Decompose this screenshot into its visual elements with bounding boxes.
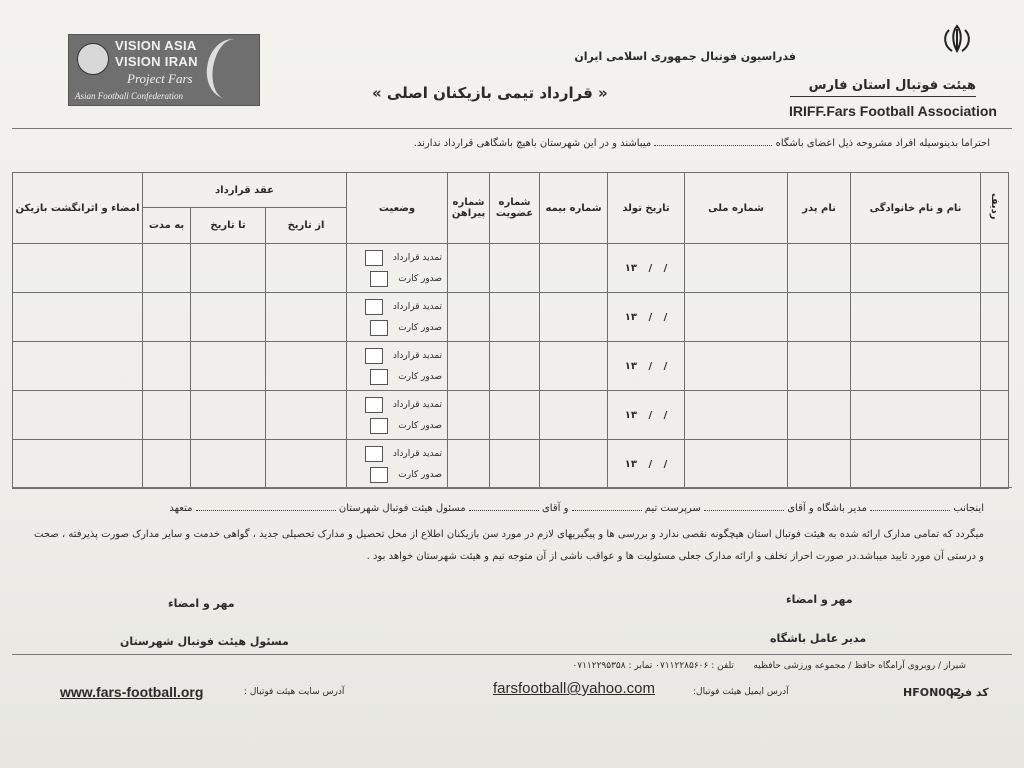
english-name: IRIFF.Fars Football Association (789, 103, 997, 119)
col-name: نام و نام خانوادگی (851, 173, 981, 244)
divider (12, 128, 1012, 129)
table-cell[interactable] (540, 391, 608, 440)
table-cell[interactable] (13, 440, 143, 489)
commitment-line (34, 500, 984, 518)
commitment-paragraph: میگردد که تمامی مدارک ارائه شده به هیئت فوتبال استان هیچگونه نقصی ندارد و بررسی ها و پیگیریهای لازم در مورد سن بازیکنان اطلاع از محل تحصیل و مدارک تحصیلی جدید ، گواهی خدمت و سایر مدارک صورت پذیرفته ، صحت و درستی آن مورد تایید میباشد.در صورت احراز تخلف و ارائه مدارک جعلی مسئولیت ها و عواقب ناشی از آن متوجه تیم و هیئت شهرستان خواهد بود . (34, 529, 984, 562)
table-cell[interactable] (191, 244, 266, 293)
name-field[interactable] (572, 510, 642, 511)
status-checkbox[interactable] (370, 467, 388, 483)
table-cell[interactable] (540, 342, 608, 391)
status-option (347, 345, 447, 366)
status-checkbox[interactable] (370, 271, 388, 287)
status-option (347, 443, 447, 464)
table-cell[interactable] (981, 391, 1009, 440)
divider (12, 654, 1012, 655)
status-option (347, 247, 447, 268)
form-code-label: کد فرم (950, 686, 989, 699)
table-cell[interactable] (981, 244, 1009, 293)
col-row: ردیف (981, 173, 1009, 244)
status-option (347, 415, 447, 436)
site-label: آدرس سایت هیئت فوتبال : (244, 687, 345, 697)
col-shirt: شماره پیراهن (448, 173, 490, 244)
status-option-label: تمدید قرارداد (392, 350, 443, 361)
logo-line-3: Project Fars (127, 71, 193, 86)
col-membership: شماره عضویت (490, 173, 540, 244)
role-label: مسئول هیئت فوتبال شهرستان (120, 635, 289, 648)
address: شیراز / روبروی آرامگاه حافظ / مجموعه ورزشی حافظیه (753, 661, 966, 671)
table-cell[interactable] (851, 391, 981, 440)
name-field[interactable] (469, 510, 539, 511)
status-option-label: صدور کارت (398, 273, 443, 284)
divider (12, 487, 1012, 488)
table-cell[interactable] (490, 244, 540, 293)
col-birth: تاریخ تولد (608, 173, 685, 244)
seal-label: مهر و امضاء (168, 597, 235, 610)
status-cell (347, 440, 448, 489)
status-option (347, 268, 447, 289)
name-field[interactable] (196, 510, 336, 511)
divider (790, 96, 976, 97)
status-option-label: تمدید قرارداد (392, 252, 443, 263)
table-cell[interactable] (685, 293, 788, 342)
status-option (347, 394, 447, 415)
table-cell[interactable] (788, 293, 851, 342)
table-cell[interactable] (448, 342, 490, 391)
table-cell[interactable] (851, 244, 981, 293)
status-option (347, 464, 447, 485)
table-cell[interactable] (490, 293, 540, 342)
status-option-label: صدور کارت (398, 420, 443, 431)
status-checkbox[interactable] (370, 369, 388, 385)
status-cell (347, 342, 448, 391)
table-cell[interactable] (685, 342, 788, 391)
website-link[interactable]: www.fars-football.org (60, 684, 204, 700)
form-code: HFON002 (903, 686, 962, 699)
text: مدیر باشگاه و آقای (787, 503, 867, 514)
page-title: « قرارداد تیمی بازیکنان اصلی » (372, 84, 608, 102)
table-cell[interactable] (981, 293, 1009, 342)
table-row (13, 440, 1009, 489)
status-checkbox[interactable] (365, 446, 383, 462)
email-link[interactable]: farsfootball@yahoo.com (493, 680, 655, 697)
table-cell[interactable] (540, 293, 608, 342)
table-cell[interactable] (788, 391, 851, 440)
players-table (12, 172, 1009, 489)
logo-line-2: VISION IRAN (115, 54, 198, 69)
table-cell[interactable] (788, 440, 851, 489)
intro-part-2: میباشند و در این شهرستان باهیچ باشگاهی قرارداد ندارند. (413, 138, 652, 149)
table-cell[interactable] (540, 244, 608, 293)
col-national-id: شماره ملی (685, 173, 788, 244)
seal-label: مهر و امضاء (786, 593, 853, 606)
intro-part-1: احتراما بدینوسیله افراد مشروحه ذیل اعضای باشگاه (775, 138, 990, 149)
table-cell[interactable] (191, 293, 266, 342)
table-cell[interactable] (448, 440, 490, 489)
status-option-label: صدور کارت (398, 371, 443, 382)
table-row (13, 342, 1009, 391)
status-checkbox[interactable] (365, 299, 383, 315)
email-label: آدرس ایمیل هیئت فوتبال: (693, 687, 789, 697)
table-cell[interactable] (788, 244, 851, 293)
table-cell[interactable] (448, 293, 490, 342)
table-cell[interactable] (191, 391, 266, 440)
table-cell[interactable] (143, 440, 191, 489)
birth-date-cell[interactable]: / / ۱۳ (608, 391, 685, 440)
table-cell[interactable] (13, 244, 143, 293)
table-cell[interactable] (490, 440, 540, 489)
status-checkbox[interactable] (365, 348, 383, 364)
swoosh-icon (202, 35, 258, 102)
col-status: وضعیت (347, 173, 448, 244)
text: و آقای (541, 503, 569, 514)
table-cell[interactable] (981, 342, 1009, 391)
role-label: مدیر عامل باشگاه (770, 632, 867, 645)
table-cell[interactable] (13, 293, 143, 342)
status-option-label: تمدید قرارداد (392, 301, 443, 312)
text: اینجانب (953, 503, 984, 514)
table-cell[interactable] (490, 391, 540, 440)
logo-line-1: VISION ASIA (115, 38, 197, 53)
table-cell[interactable] (266, 293, 347, 342)
name-field[interactable] (704, 510, 784, 511)
col-to: تا تاریخ (191, 208, 266, 244)
table-cell[interactable] (788, 342, 851, 391)
table-cell[interactable] (851, 293, 981, 342)
table-cell[interactable] (13, 391, 143, 440)
table-cell[interactable] (143, 342, 191, 391)
birth-date-cell[interactable]: / / ۱۳ (608, 440, 685, 489)
table-cell[interactable] (981, 440, 1009, 489)
table-cell[interactable] (448, 391, 490, 440)
col-insurance: شماره بیمه (540, 173, 608, 244)
status-checkbox[interactable] (370, 418, 388, 434)
table-row (13, 244, 1009, 293)
football-icon (77, 43, 109, 75)
status-option (347, 317, 447, 338)
table-row (13, 293, 1009, 342)
table-cell[interactable] (851, 440, 981, 489)
table-cell[interactable] (143, 244, 191, 293)
table-cell[interactable] (685, 244, 788, 293)
text: مسئول هیئت فوتبال شهرستان (338, 503, 466, 514)
status-option (347, 366, 447, 387)
status-checkbox[interactable] (365, 250, 383, 266)
table-cell[interactable] (851, 342, 981, 391)
table-cell[interactable] (191, 440, 266, 489)
table-cell[interactable] (266, 391, 347, 440)
table-cell[interactable] (143, 293, 191, 342)
logo-line-4: Asian Football Confederation (75, 91, 183, 101)
vision-asia-logo (68, 34, 260, 106)
table-row (13, 391, 1009, 440)
status-option-label: صدور کارت (398, 322, 443, 333)
col-signature: امضاء و اثرانگشت بازیکن (13, 173, 143, 244)
board-name: هیئت فوتبال استان فارس (808, 78, 976, 93)
status-option-label: تمدید قرارداد (392, 448, 443, 459)
table-cell[interactable] (448, 244, 490, 293)
table-cell[interactable] (685, 391, 788, 440)
iran-emblem-icon (940, 24, 974, 54)
status-option-label: تمدید قرارداد (392, 399, 443, 410)
text: سرپرست تیم (644, 503, 701, 514)
table-cell[interactable] (490, 342, 540, 391)
status-option (347, 296, 447, 317)
status-checkbox[interactable] (365, 397, 383, 413)
col-contract: عقد قرارداد (143, 173, 347, 208)
table-cell[interactable] (13, 342, 143, 391)
birth-date-cell[interactable]: / / ۱۳ (608, 342, 685, 391)
table-cell[interactable] (685, 440, 788, 489)
status-checkbox[interactable] (370, 320, 388, 336)
table-cell[interactable] (266, 244, 347, 293)
status-cell (347, 391, 448, 440)
federation-name: فدراسیون فوتبال جمهوری اسلامی ایران (574, 50, 796, 63)
table-cell[interactable] (266, 342, 347, 391)
table-cell[interactable] (191, 342, 266, 391)
col-father: نام پدر (788, 173, 851, 244)
status-cell (347, 244, 448, 293)
birth-date-cell[interactable]: / / ۱۳ (608, 244, 685, 293)
table-cell[interactable] (143, 391, 191, 440)
phone: تلفن : ۰۷۱۱۲۲۸۵۶۰۶ تمابر : ۰۷۱۱۲۲۹۵۳۵۸ (572, 661, 734, 671)
status-option-label: صدور کارت (398, 469, 443, 480)
intro-text (414, 138, 990, 149)
col-from: از تاریخ (266, 208, 347, 244)
col-duration: به مدت (143, 208, 191, 244)
birth-date-cell[interactable]: / / ۱۳ (608, 293, 685, 342)
text: متعهد (169, 503, 193, 514)
status-cell (347, 293, 448, 342)
name-field[interactable] (870, 510, 950, 511)
table-cell[interactable] (266, 440, 347, 489)
club-name-field[interactable] (654, 139, 772, 146)
table-cell[interactable] (540, 440, 608, 489)
